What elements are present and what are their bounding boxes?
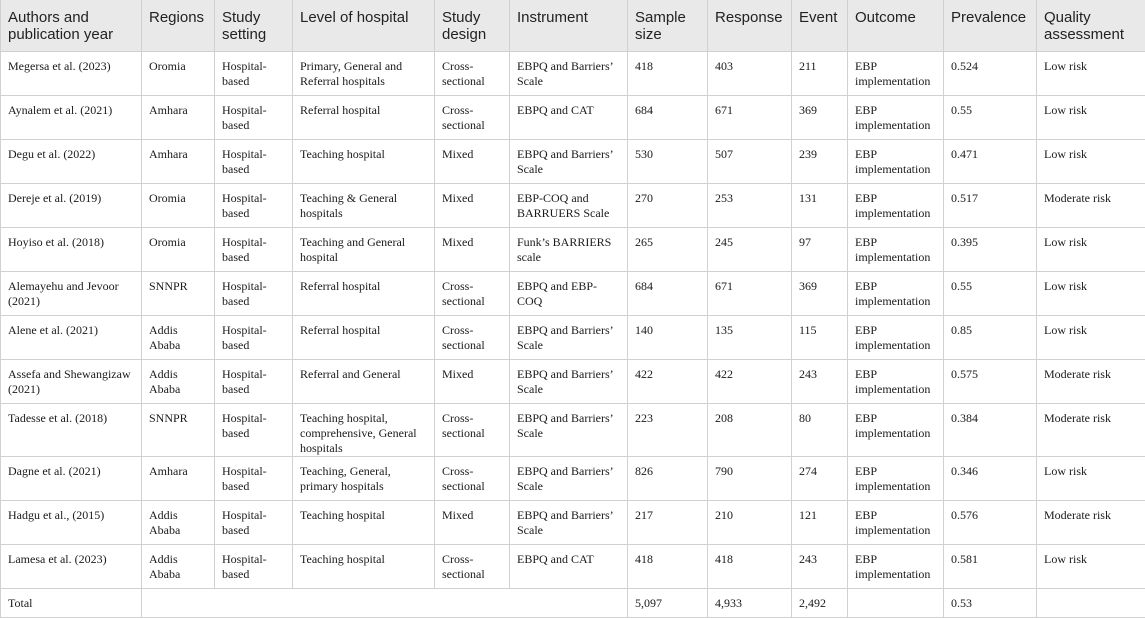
cell-authors: Alemayehu and Jevoor (2021) (1, 272, 142, 316)
cell-response: 208 (708, 404, 792, 457)
header-level-of-hospital: Level of hospital (293, 0, 435, 52)
cell-quality-assessment: Moderate risk (1037, 404, 1145, 457)
cell-sample-size: 422 (628, 360, 708, 404)
total-blank (142, 589, 628, 618)
cell-response: 422 (708, 360, 792, 404)
cell-prevalence: 0.346 (944, 457, 1037, 501)
cell-outcome: EBP implementation (848, 360, 944, 404)
cell-sample-size: 270 (628, 184, 708, 228)
table-row (1, 316, 1145, 360)
cell-study-design: Mixed (435, 228, 510, 272)
cell-region: Oromia (142, 52, 215, 96)
header-prevalence: Prevalence (944, 0, 1037, 52)
cell-study-design: Cross-sectional (435, 316, 510, 360)
cell-response: 671 (708, 272, 792, 316)
cell-study-design: Cross-sectional (435, 52, 510, 96)
cell-study-design: Cross-sectional (435, 457, 510, 501)
cell-response: 418 (708, 545, 792, 589)
cell-event: 243 (792, 360, 848, 404)
cell-quality-assessment: Low risk (1037, 316, 1145, 360)
cell-region: Amhara (142, 457, 215, 501)
cell-study-design: Cross-sectional (435, 272, 510, 316)
table-row (1, 228, 1145, 272)
cell-instrument: EBPQ and Barriers’ Scale (510, 501, 628, 545)
cell-response: 403 (708, 52, 792, 96)
cell-sample-size: 684 (628, 96, 708, 140)
cell-level-of-hospital: Teaching hospital (293, 501, 435, 545)
cell-region: Amhara (142, 96, 215, 140)
total-event: 2,492 (792, 589, 848, 618)
cell-outcome: EBP implementation (848, 404, 944, 457)
cell-region: SNNPR (142, 272, 215, 316)
cell-authors: Dagne et al. (2021) (1, 457, 142, 501)
header-row (1, 0, 1145, 52)
table-row (1, 501, 1145, 545)
cell-quality-assessment: Low risk (1037, 96, 1145, 140)
total-prevalence: 0.53 (944, 589, 1037, 618)
total-response: 4,933 (708, 589, 792, 618)
cell-outcome: EBP implementation (848, 228, 944, 272)
cell-level-of-hospital: Teaching hospital (293, 545, 435, 589)
cell-study-setting: Hospital-based (215, 316, 293, 360)
cell-level-of-hospital: Teaching hospital (293, 140, 435, 184)
cell-sample-size: 217 (628, 501, 708, 545)
cell-instrument: EBP-COQ and BARRUERS Scale (510, 184, 628, 228)
cell-authors: Assefa and Shewangizaw (2021) (1, 360, 142, 404)
cell-study-design: Cross-sectional (435, 96, 510, 140)
header-authors: Authors and publication year (1, 0, 142, 52)
cell-outcome: EBP implementation (848, 316, 944, 360)
cell-authors: Megersa et al. (2023) (1, 52, 142, 96)
cell-region: SNNPR (142, 404, 215, 457)
total-sample-size: 5,097 (628, 589, 708, 618)
cell-study-design: Mixed (435, 184, 510, 228)
cell-event: 80 (792, 404, 848, 457)
cell-study-design: Cross-sectional (435, 545, 510, 589)
cell-authors: Aynalem et al. (2021) (1, 96, 142, 140)
cell-quality-assessment: Low risk (1037, 272, 1145, 316)
cell-outcome: EBP implementation (848, 140, 944, 184)
cell-authors: Degu et al. (2022) (1, 140, 142, 184)
cell-quality-assessment: Moderate risk (1037, 184, 1145, 228)
cell-study-setting: Hospital-based (215, 272, 293, 316)
table-row (1, 184, 1145, 228)
table-row (1, 404, 1145, 457)
cell-level-of-hospital: Referral and General (293, 360, 435, 404)
cell-authors: Dereje et al. (2019) (1, 184, 142, 228)
cell-outcome: EBP implementation (848, 96, 944, 140)
cell-study-setting: Hospital-based (215, 140, 293, 184)
cell-event: 115 (792, 316, 848, 360)
table-row (1, 272, 1145, 316)
cell-instrument: EBPQ and Barriers’ Scale (510, 52, 628, 96)
cell-prevalence: 0.55 (944, 96, 1037, 140)
cell-region: Amhara (142, 140, 215, 184)
cell-region: Addis Ababa (142, 316, 215, 360)
cell-event: 274 (792, 457, 848, 501)
total-quality-blank (1037, 589, 1145, 618)
cell-sample-size: 140 (628, 316, 708, 360)
cell-sample-size: 530 (628, 140, 708, 184)
cell-instrument: EBPQ and Barriers’ Scale (510, 316, 628, 360)
cell-event: 211 (792, 52, 848, 96)
table-row (1, 545, 1145, 589)
cell-level-of-hospital: Referral hospital (293, 272, 435, 316)
header-quality-assessment: Quality assessment (1037, 0, 1145, 52)
cell-study-setting: Hospital-based (215, 228, 293, 272)
cell-level-of-hospital: Teaching and General hospital (293, 228, 435, 272)
cell-study-setting: Hospital-based (215, 184, 293, 228)
cell-response: 245 (708, 228, 792, 272)
cell-instrument: Funk’s BARRIERS scale (510, 228, 628, 272)
cell-authors: Tadesse et al. (2018) (1, 404, 142, 457)
cell-level-of-hospital: Teaching, General, primary hospitals (293, 457, 435, 501)
cell-instrument: EBPQ and CAT (510, 96, 628, 140)
cell-authors: Hadgu et al., (2015) (1, 501, 142, 545)
cell-outcome: EBP implementation (848, 457, 944, 501)
cell-sample-size: 223 (628, 404, 708, 457)
cell-instrument: EBPQ and CAT (510, 545, 628, 589)
cell-event: 243 (792, 545, 848, 589)
cell-event: 97 (792, 228, 848, 272)
cell-instrument: EBPQ and Barriers’ Scale (510, 140, 628, 184)
cell-authors: Alene et al. (2021) (1, 316, 142, 360)
cell-quality-assessment: Low risk (1037, 52, 1145, 96)
header-outcome: Outcome (848, 0, 944, 52)
cell-prevalence: 0.517 (944, 184, 1037, 228)
cell-sample-size: 418 (628, 52, 708, 96)
table-row (1, 96, 1145, 140)
cell-level-of-hospital: Teaching & General hospitals (293, 184, 435, 228)
table-row (1, 52, 1145, 96)
cell-instrument: EBPQ and Barriers’ Scale (510, 360, 628, 404)
table-row (1, 457, 1145, 501)
cell-study-setting: Hospital-based (215, 404, 293, 457)
cell-prevalence: 0.576 (944, 501, 1037, 545)
cell-response: 507 (708, 140, 792, 184)
cell-quality-assessment: Low risk (1037, 457, 1145, 501)
header-instrument: Instrument (510, 0, 628, 52)
cell-quality-assessment: Low risk (1037, 140, 1145, 184)
cell-event: 121 (792, 501, 848, 545)
table-row (1, 140, 1145, 184)
cell-level-of-hospital: Referral hospital (293, 316, 435, 360)
cell-prevalence: 0.395 (944, 228, 1037, 272)
cell-outcome: EBP implementation (848, 545, 944, 589)
cell-study-design: Mixed (435, 360, 510, 404)
header-regions: Regions (142, 0, 215, 52)
cell-outcome: EBP implementation (848, 272, 944, 316)
cell-region: Oromia (142, 228, 215, 272)
total-outcome-blank (848, 589, 944, 618)
cell-sample-size: 418 (628, 545, 708, 589)
cell-authors: Hoyiso et al. (2018) (1, 228, 142, 272)
header-event: Event (792, 0, 848, 52)
cell-region: Addis Ababa (142, 545, 215, 589)
table-row (1, 360, 1145, 404)
cell-instrument: EBPQ and Barriers’ Scale (510, 457, 628, 501)
cell-outcome: EBP implementation (848, 184, 944, 228)
cell-region: Addis Ababa (142, 501, 215, 545)
header-study-design: Study design (435, 0, 510, 52)
cell-sample-size: 826 (628, 457, 708, 501)
cell-outcome: EBP implementation (848, 52, 944, 96)
cell-study-design: Mixed (435, 140, 510, 184)
cell-study-setting: Hospital-based (215, 96, 293, 140)
cell-event: 369 (792, 96, 848, 140)
cell-event: 369 (792, 272, 848, 316)
cell-prevalence: 0.581 (944, 545, 1037, 589)
cell-response: 253 (708, 184, 792, 228)
cell-prevalence: 0.85 (944, 316, 1037, 360)
cell-study-setting: Hospital-based (215, 501, 293, 545)
cell-quality-assessment: Low risk (1037, 228, 1145, 272)
cell-quality-assessment: Moderate risk (1037, 360, 1145, 404)
cell-quality-assessment: Moderate risk (1037, 501, 1145, 545)
cell-authors: Lamesa et al. (2023) (1, 545, 142, 589)
cell-event: 239 (792, 140, 848, 184)
cell-response: 135 (708, 316, 792, 360)
table-body (1, 52, 1145, 618)
cell-instrument: EBPQ and Barriers’ Scale (510, 404, 628, 457)
cell-study-design: Cross-sectional (435, 404, 510, 457)
cell-prevalence: 0.384 (944, 404, 1037, 457)
cell-sample-size: 684 (628, 272, 708, 316)
cell-instrument: EBPQ and EBP-COQ (510, 272, 628, 316)
cell-study-setting: Hospital-based (215, 545, 293, 589)
total-label: Total (1, 589, 142, 618)
total-row (1, 589, 1145, 618)
cell-level-of-hospital: Teaching hospital, comprehensive, General hospitals (293, 404, 435, 457)
cell-prevalence: 0.524 (944, 52, 1037, 96)
cell-study-design: Mixed (435, 501, 510, 545)
cell-response: 790 (708, 457, 792, 501)
cell-prevalence: 0.471 (944, 140, 1037, 184)
header-sample-size: Sample size (628, 0, 708, 52)
cell-sample-size: 265 (628, 228, 708, 272)
cell-study-setting: Hospital-based (215, 52, 293, 96)
cell-response: 210 (708, 501, 792, 545)
cell-region: Addis Ababa (142, 360, 215, 404)
cell-outcome: EBP implementation (848, 501, 944, 545)
cell-study-setting: Hospital-based (215, 457, 293, 501)
header-response: Response (708, 0, 792, 52)
cell-region: Oromia (142, 184, 215, 228)
cell-response: 671 (708, 96, 792, 140)
cell-prevalence: 0.575 (944, 360, 1037, 404)
cell-quality-assessment: Low risk (1037, 545, 1145, 589)
cell-prevalence: 0.55 (944, 272, 1037, 316)
cell-level-of-hospital: Primary, General and Referral hospitals (293, 52, 435, 96)
cell-study-setting: Hospital-based (215, 360, 293, 404)
header-study-setting: Study setting (215, 0, 293, 52)
cell-event: 131 (792, 184, 848, 228)
cell-level-of-hospital: Referral hospital (293, 96, 435, 140)
